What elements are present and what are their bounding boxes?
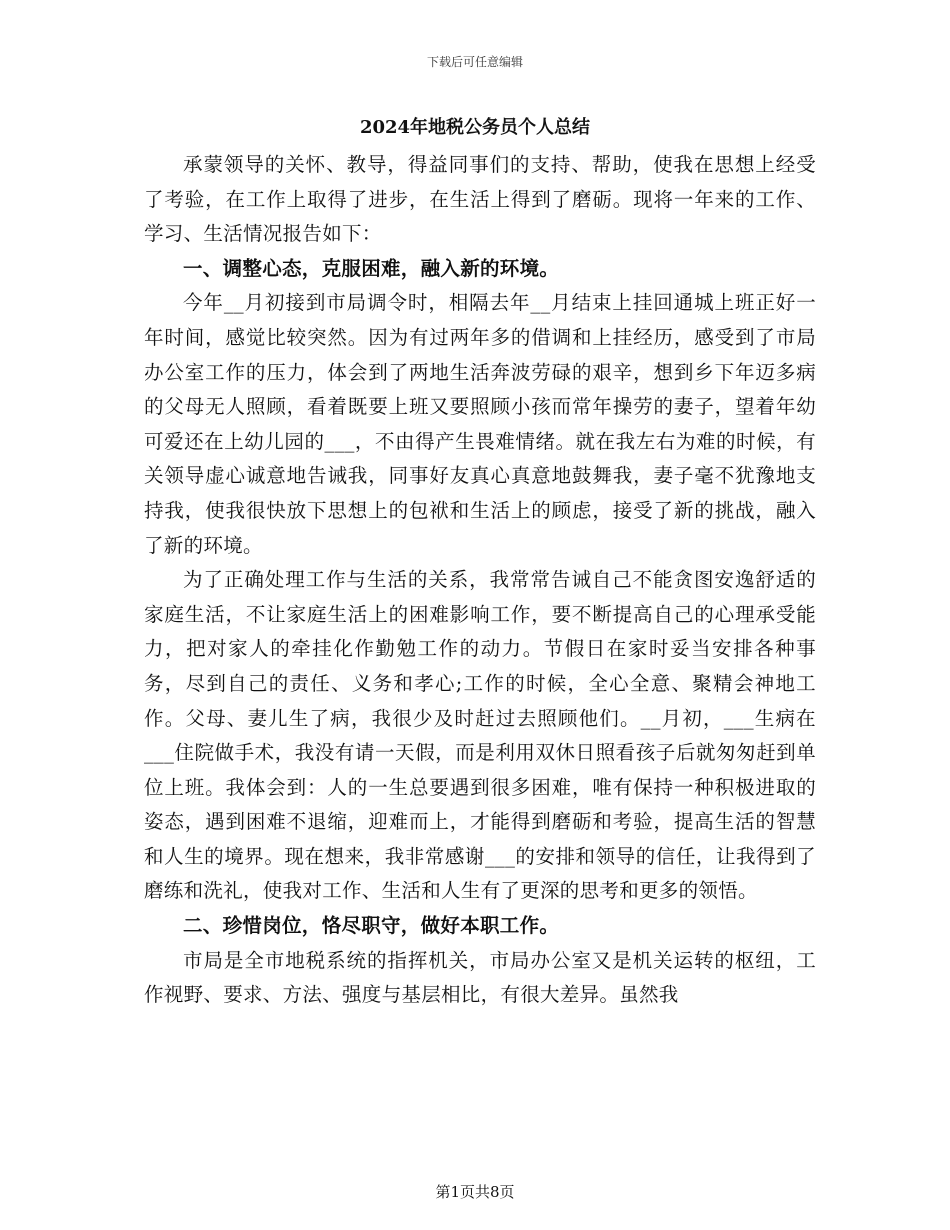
page-footer-number: 第1页共8页 bbox=[435, 1183, 515, 1201]
page-header-note: 下载后可任意编辑 bbox=[426, 55, 523, 69]
paragraph-section2-a: 市局是全市地税系统的指挥机关，市局办公室又是机关运转的枢纽，工作视野、要求、方法、强度与基层相比，有很大差异。虽然我 bbox=[144, 948, 816, 1007]
paragraph-section1-a: 今年__月初接到市局调令时，相隔去年__月结束上挂回通城上班正好一年时间，感觉比较突然。因为有过两年多的借调和上挂经历，感受到了市局办公室工作的压力，体会到了两地生活奔波劳碌的艰辛，想到乡下年迈多病的父母无人照顾，看着既要上班又要照顾小孩而常年操劳的妻子，望着年幼可爱还在上幼儿园的___，不由得产生畏难情绪。就在我左右为难的时候，有关领导虚心诚意地告诫我，同事好友真心真意地鼓舞我，妻子毫不犹豫地支持我，使我很快放下思想上的包袱和生活上的顾虑，接受了新的挑战，融入了新的环境。 bbox=[144, 291, 816, 557]
document-title: 2024年地税公务员个人总结 bbox=[359, 117, 591, 138]
section-heading-1: 一、调整心态，克服困难，融入新的环境。 bbox=[183, 256, 560, 280]
paragraph-intro: 承蒙领导的关怀、教导，得益同事们的支持、帮助，使我在思想上经受了考验，在工作上取得了进步，在生活上得到了磨砺。现将一年来的工作、学习、生活情况报告如下： bbox=[144, 153, 816, 246]
document-body bbox=[144, 148, 816, 1013]
paragraph-section1-b: 为了正确处理工作与生活的关系，我常常告诫自己不能贪图安逸舒适的家庭生活，不让家庭生活上的困难影响工作，要不断提高自己的心理承受能力，把对家人的牵挂化作勤勉工作的动力。节假日在家时妥当安排各种事务，尽到自己的责任、义务和孝心;工作的时候，全心全意、聚精会神地工作。父母、妻儿生了病，我很少及时赶过去照顾他们。__月初，___生病在___住院做手术，我没有请一天假，而是利用双休日照看孩子后就匆匆赶到单位上班。我体会到：人的一生总要遇到很多困难，唯有保持一种积极进取的姿态，遇到困难不退缩，迎难而上，才能得到磨砺和考验，提高生活的智慧和人生的境界。现在想来，我非常感谢___的安排和领导的信任，让我得到了磨练和洗礼，使我对工作、生活和人生有了更深的思考和更多的领悟。 bbox=[144, 568, 816, 903]
section-heading-2: 二、珍惜岗位，恪尽职守，做好本职工作。 bbox=[183, 914, 560, 938]
